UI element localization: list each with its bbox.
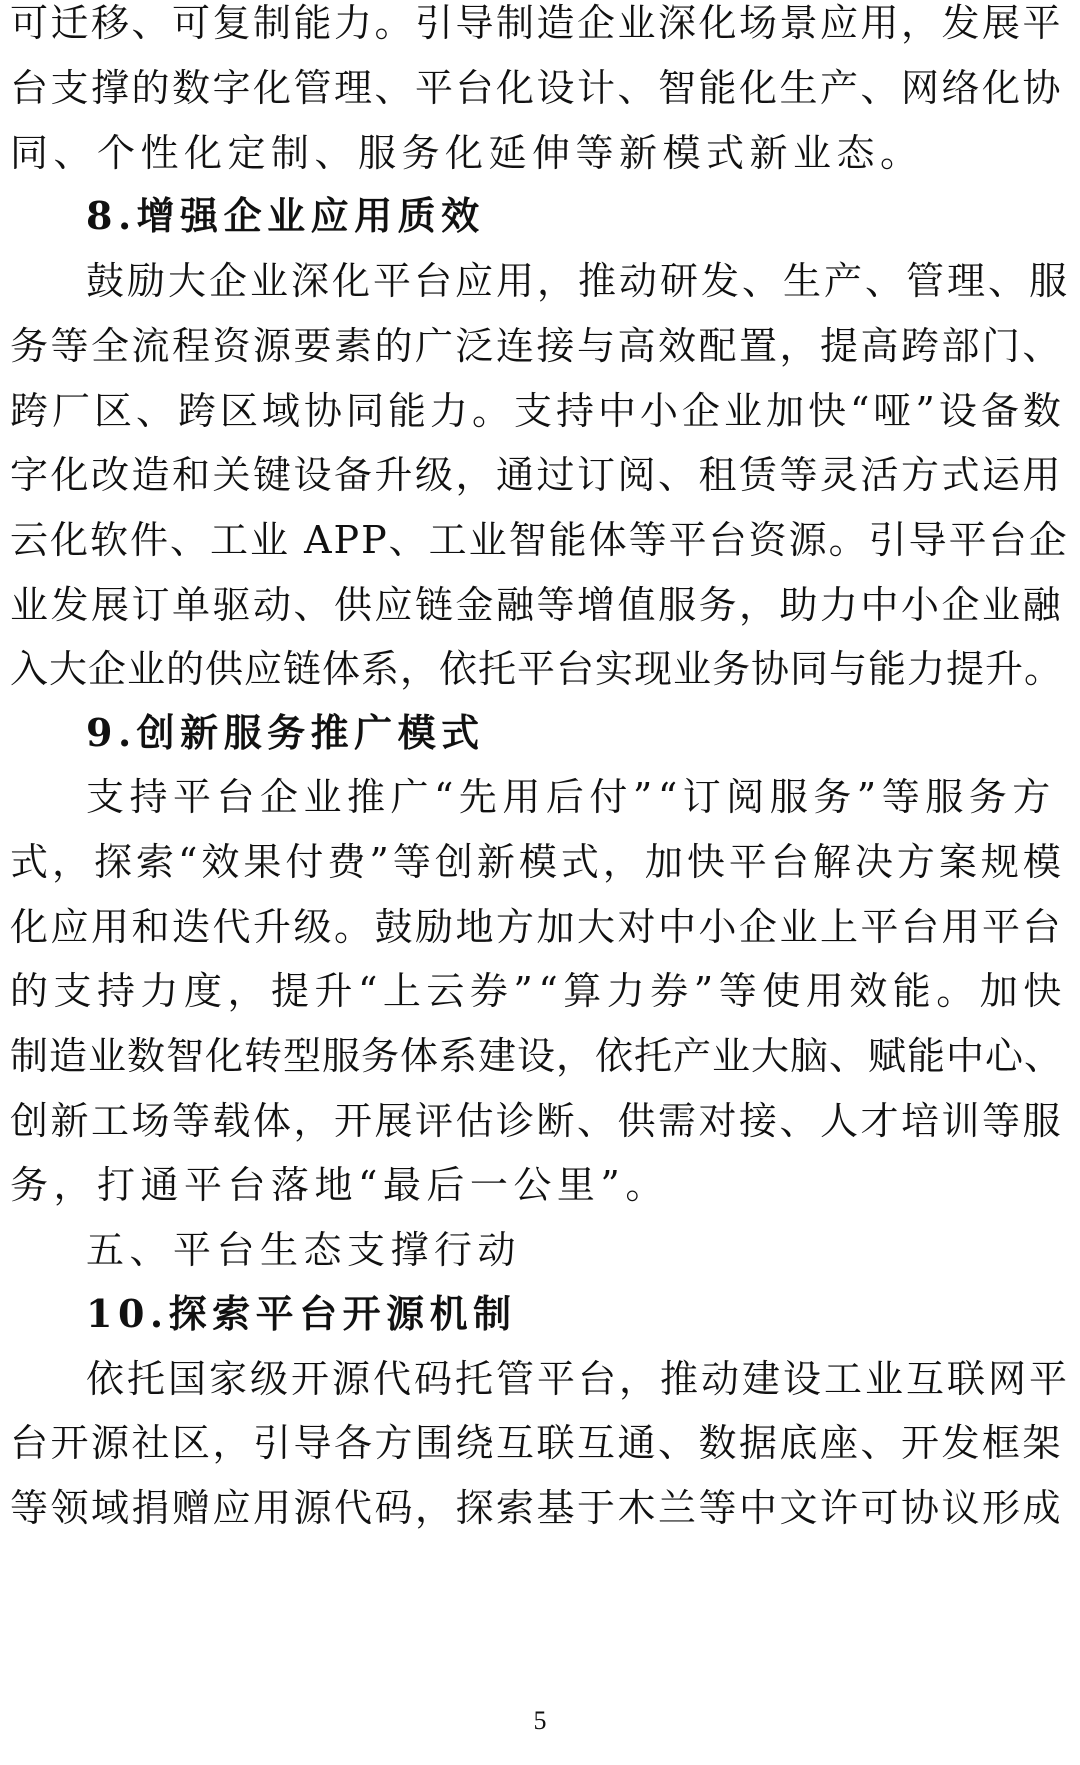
paragraph-first-line: 鼓励大企业深化平台应用，推动研发、生产、管理、服 — [86, 259, 1071, 303]
body-text-line: 台支撑的数字化管理、平台化设计、智能化生产、网络化协 — [10, 66, 1064, 110]
chapter-heading-5: 五、平台生态支撑行动 — [86, 1228, 522, 1272]
body-text-line: 式，探索“效果付费”等创新模式，加快平台解决方案规模 — [10, 840, 1065, 884]
body-text-line: 云化软件、工业 APP、工业智能体等平台资源。引导平台企 — [10, 518, 1069, 562]
body-text-line: 制造业数智化转型服务体系建设，依托产业大脑、赋能中心、 — [10, 1034, 1064, 1078]
body-text-line: 跨厂区、跨区域协同能力。支持中小企业加快“哑”设备数 — [10, 389, 1065, 433]
body-text-line: 字化改造和关键设备升级，通过订阅、租赁等灵活方式运用 — [10, 453, 1064, 497]
body-text-line: 业发展订单驱动、供应链金融等增值服务，助力中小企业融 — [10, 583, 1064, 627]
body-text-line: 的支持力度，提升“上云券”“算力券”等使用效能。加快 — [10, 969, 1067, 1013]
body-text-line: 台开源社区，引导各方围绕互联互通、数据底座、开发框架 — [10, 1421, 1064, 1465]
body-text-line: 入大企业的供应链体系，依托平台实现业务协同与能力提升。 — [10, 647, 1064, 691]
page-number: 5 — [533, 1706, 547, 1735]
body-text-line: 务，打通平台落地“最后一公里”。 — [10, 1163, 669, 1207]
body-text-line: 化应用和迭代升级。鼓励地方加大对中小企业上平台用平台 — [10, 905, 1064, 949]
paragraph-first-line: 支持平台企业推广“先用后付”“订阅服务”等服务方 — [86, 775, 1056, 819]
section-heading-10: 10.探索平台开源机制 — [86, 1291, 517, 1336]
body-text-line: 可迁移、可复制能力。引导制造企业深化场景应用，发展平 — [10, 1, 1064, 45]
body-text-line: 务等全流程资源要素的广泛连接与高效配置，提高跨部门、 — [10, 324, 1064, 368]
section-heading-8: 8.增强企业应用质效 — [86, 193, 485, 238]
section-heading-9: 9.创新服务推广模式 — [86, 710, 485, 755]
body-text-line: 创新工场等载体，开展评估诊断、供需对接、人才培训等服 — [10, 1099, 1064, 1143]
paragraph-first-line: 依托国家级开源代码托管平台，推动建设工业互联网平 — [86, 1357, 1071, 1401]
body-text-line: 同、个性化定制、服务化延伸等新模式新业态。 — [10, 131, 924, 175]
body-text-line: 等领域捐赠应用源代码，探索基于木兰等中文许可协议形成 — [10, 1486, 1064, 1530]
